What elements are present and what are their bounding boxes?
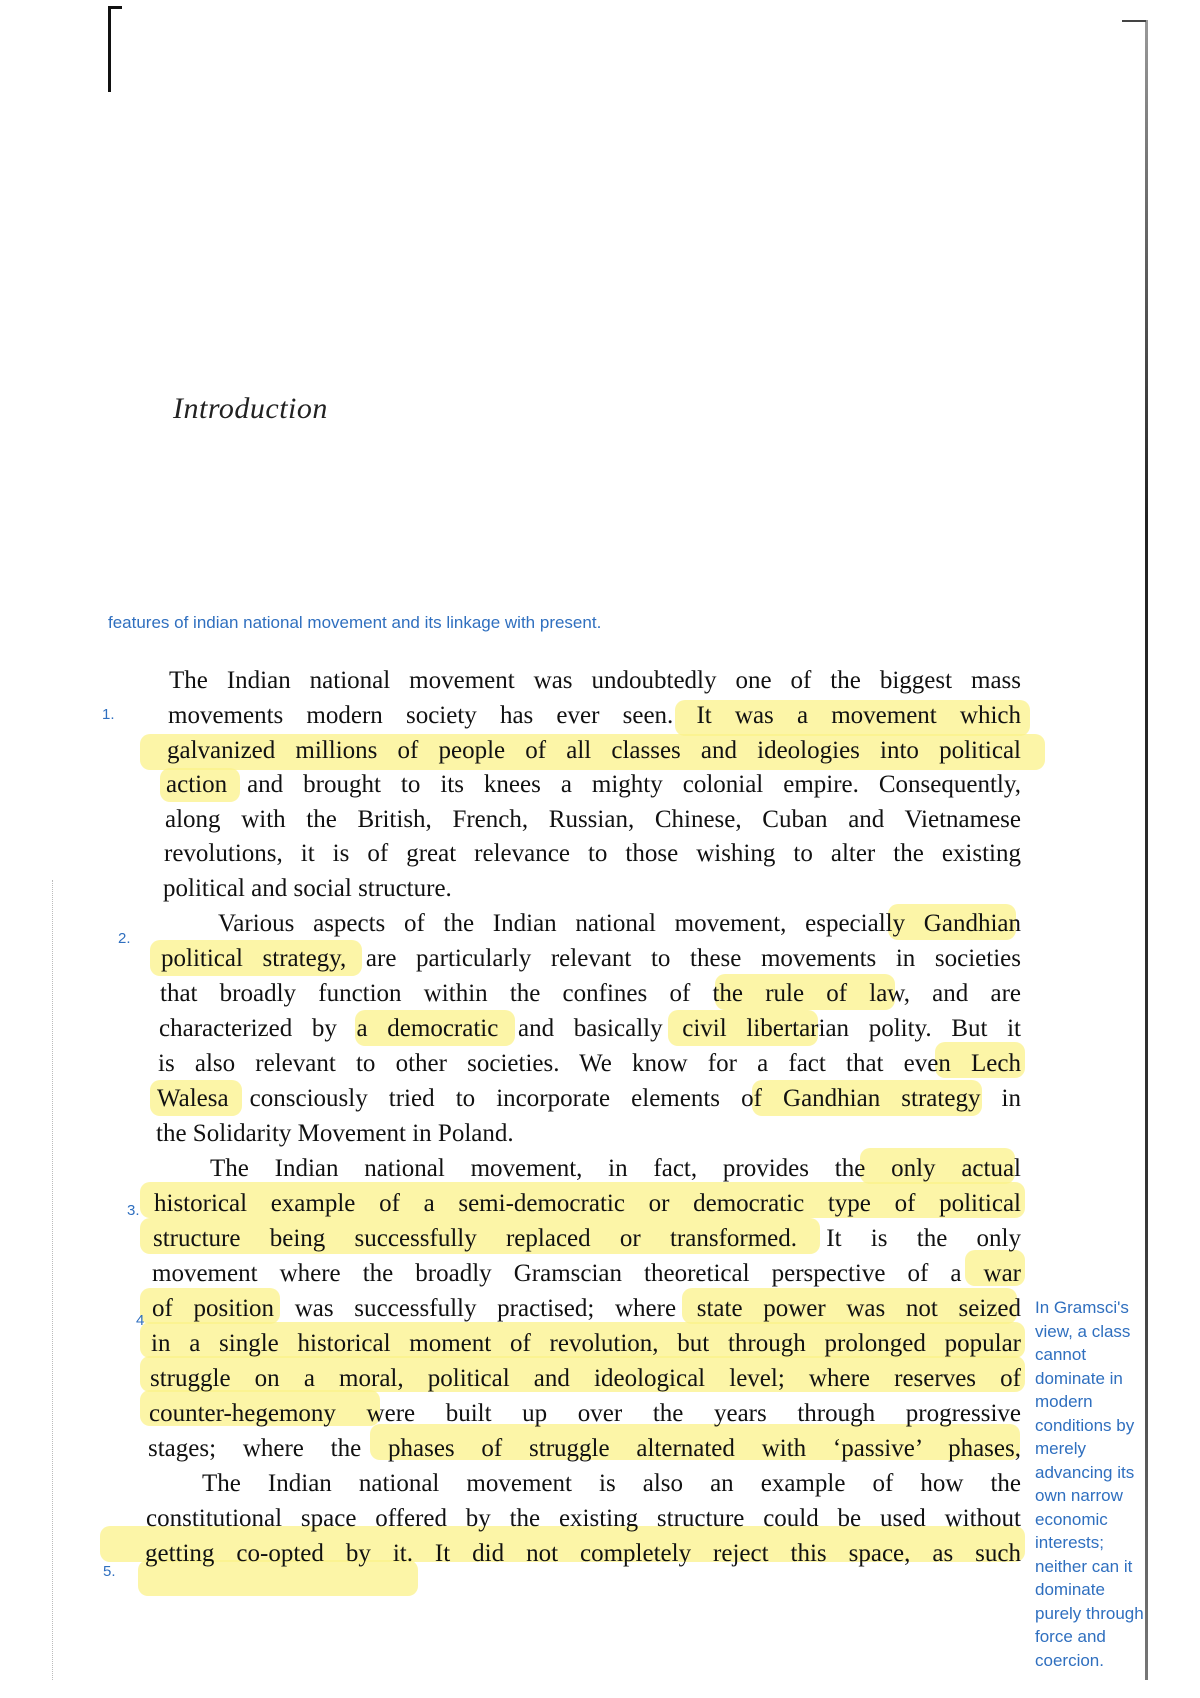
scan-right-edge-top (1122, 20, 1146, 22)
text-line: revolutions, it is of great relevance to those wishing to alter the existing (164, 840, 1021, 867)
text-line: Walesa consciously tried to incorporate elements of Gandhian strategy in (157, 1085, 1021, 1112)
side-note-line: In Gramsci's (1035, 1298, 1129, 1317)
side-note-line: dominate in (1035, 1368, 1123, 1388)
text-line: historical example of a semi-democratic or democratic type of political (154, 1190, 1021, 1217)
text-line: struggle on a moral, political and ideological level; where reserves of (150, 1365, 1021, 1392)
text-line: movement where the broadly Gramscian theoretical perspective of a war (152, 1260, 1021, 1287)
scan-edge-mark (108, 6, 111, 92)
text-line: getting co-opted by it. It did not completely reject this space, as such (145, 1540, 1021, 1567)
side-note-line: merely (1035, 1439, 1087, 1458)
text-line: The Indian national movement was undoubtedly one of the biggest mass (169, 667, 1021, 694)
text-line: structure being successfully replaced or transformed. It is the only (153, 1225, 1021, 1252)
side-note-line: modern (1035, 1392, 1093, 1411)
handwritten-note-top: features of indian national movement and its linkage with present. (108, 613, 602, 632)
margin-number: 2. (118, 930, 131, 947)
side-note-line: dominate (1035, 1580, 1105, 1599)
margin-number: 4 (136, 1312, 145, 1329)
side-note-line: cannot (1035, 1345, 1087, 1364)
margin-number: 5. (103, 1563, 116, 1580)
page-heading: Introduction (173, 392, 328, 425)
scan-edge-tick (108, 6, 122, 9)
text-line: galvanized millions of people of all classes and ideologies into political (167, 737, 1021, 764)
side-note-line: conditions by (1035, 1415, 1135, 1435)
side-note-line: purely through (1035, 1603, 1144, 1623)
side-note-line: economic (1035, 1509, 1108, 1529)
margin-number: 1. (102, 706, 115, 723)
text-line: is also relevant to other societies. We know for a fact that even Lech (158, 1050, 1021, 1077)
side-note-line: own narrow (1035, 1486, 1123, 1505)
text-line: counter-hegemony were built up over the years through progressive (149, 1400, 1021, 1427)
text-line: characterized by a democratic and basically civil libertarian polity. But it (159, 1015, 1021, 1042)
text-line: action and brought to its knees a mighty colonial empire. Consequently, (166, 771, 1021, 798)
text-line: stages; where the phases of struggle alternated with ‘passive’ phases, (148, 1435, 1021, 1462)
text-line: the Solidarity Movement in Poland. (156, 1120, 514, 1147)
text-line: that broadly function within the confines of the rule of law, and are (160, 980, 1021, 1007)
side-note-line: view, a class (1035, 1321, 1131, 1341)
handwritten-side-note (1035, 1296, 1160, 1672)
scan-left-edge (52, 880, 55, 1680)
text-line: The Indian national movement, in fact, provides the only actual (210, 1155, 1021, 1182)
side-note-line: interests; (1035, 1533, 1104, 1552)
text-line: of position was successfully practised; where state power was not seized (152, 1295, 1021, 1322)
side-note-line: coercion. (1035, 1650, 1104, 1670)
text-line: Various aspects of the Indian national movement, especially Gandhian (218, 910, 1021, 937)
text-line: movements modern society has ever seen. It was a movement which (168, 702, 1021, 729)
text-line: in a single historical moment of revolution, but through prolonged popular (151, 1330, 1021, 1357)
margin-number: 3. (127, 1202, 140, 1219)
text-line: along with the British, French, Russian, Chinese, Cuban and Vietnamese (165, 806, 1021, 833)
side-note-line: advancing its (1035, 1462, 1135, 1482)
text-line: constitutional space offered by the existing structure could be used without (146, 1505, 1021, 1532)
side-note-line: neither can it (1035, 1556, 1133, 1576)
text-line: political and social structure. (163, 875, 452, 902)
text-line: political strategy, are particularly relevant to these movements in societies (161, 945, 1021, 972)
side-note-line: force and (1035, 1627, 1106, 1646)
text-line: The Indian national movement is also an example of how the (202, 1470, 1021, 1497)
